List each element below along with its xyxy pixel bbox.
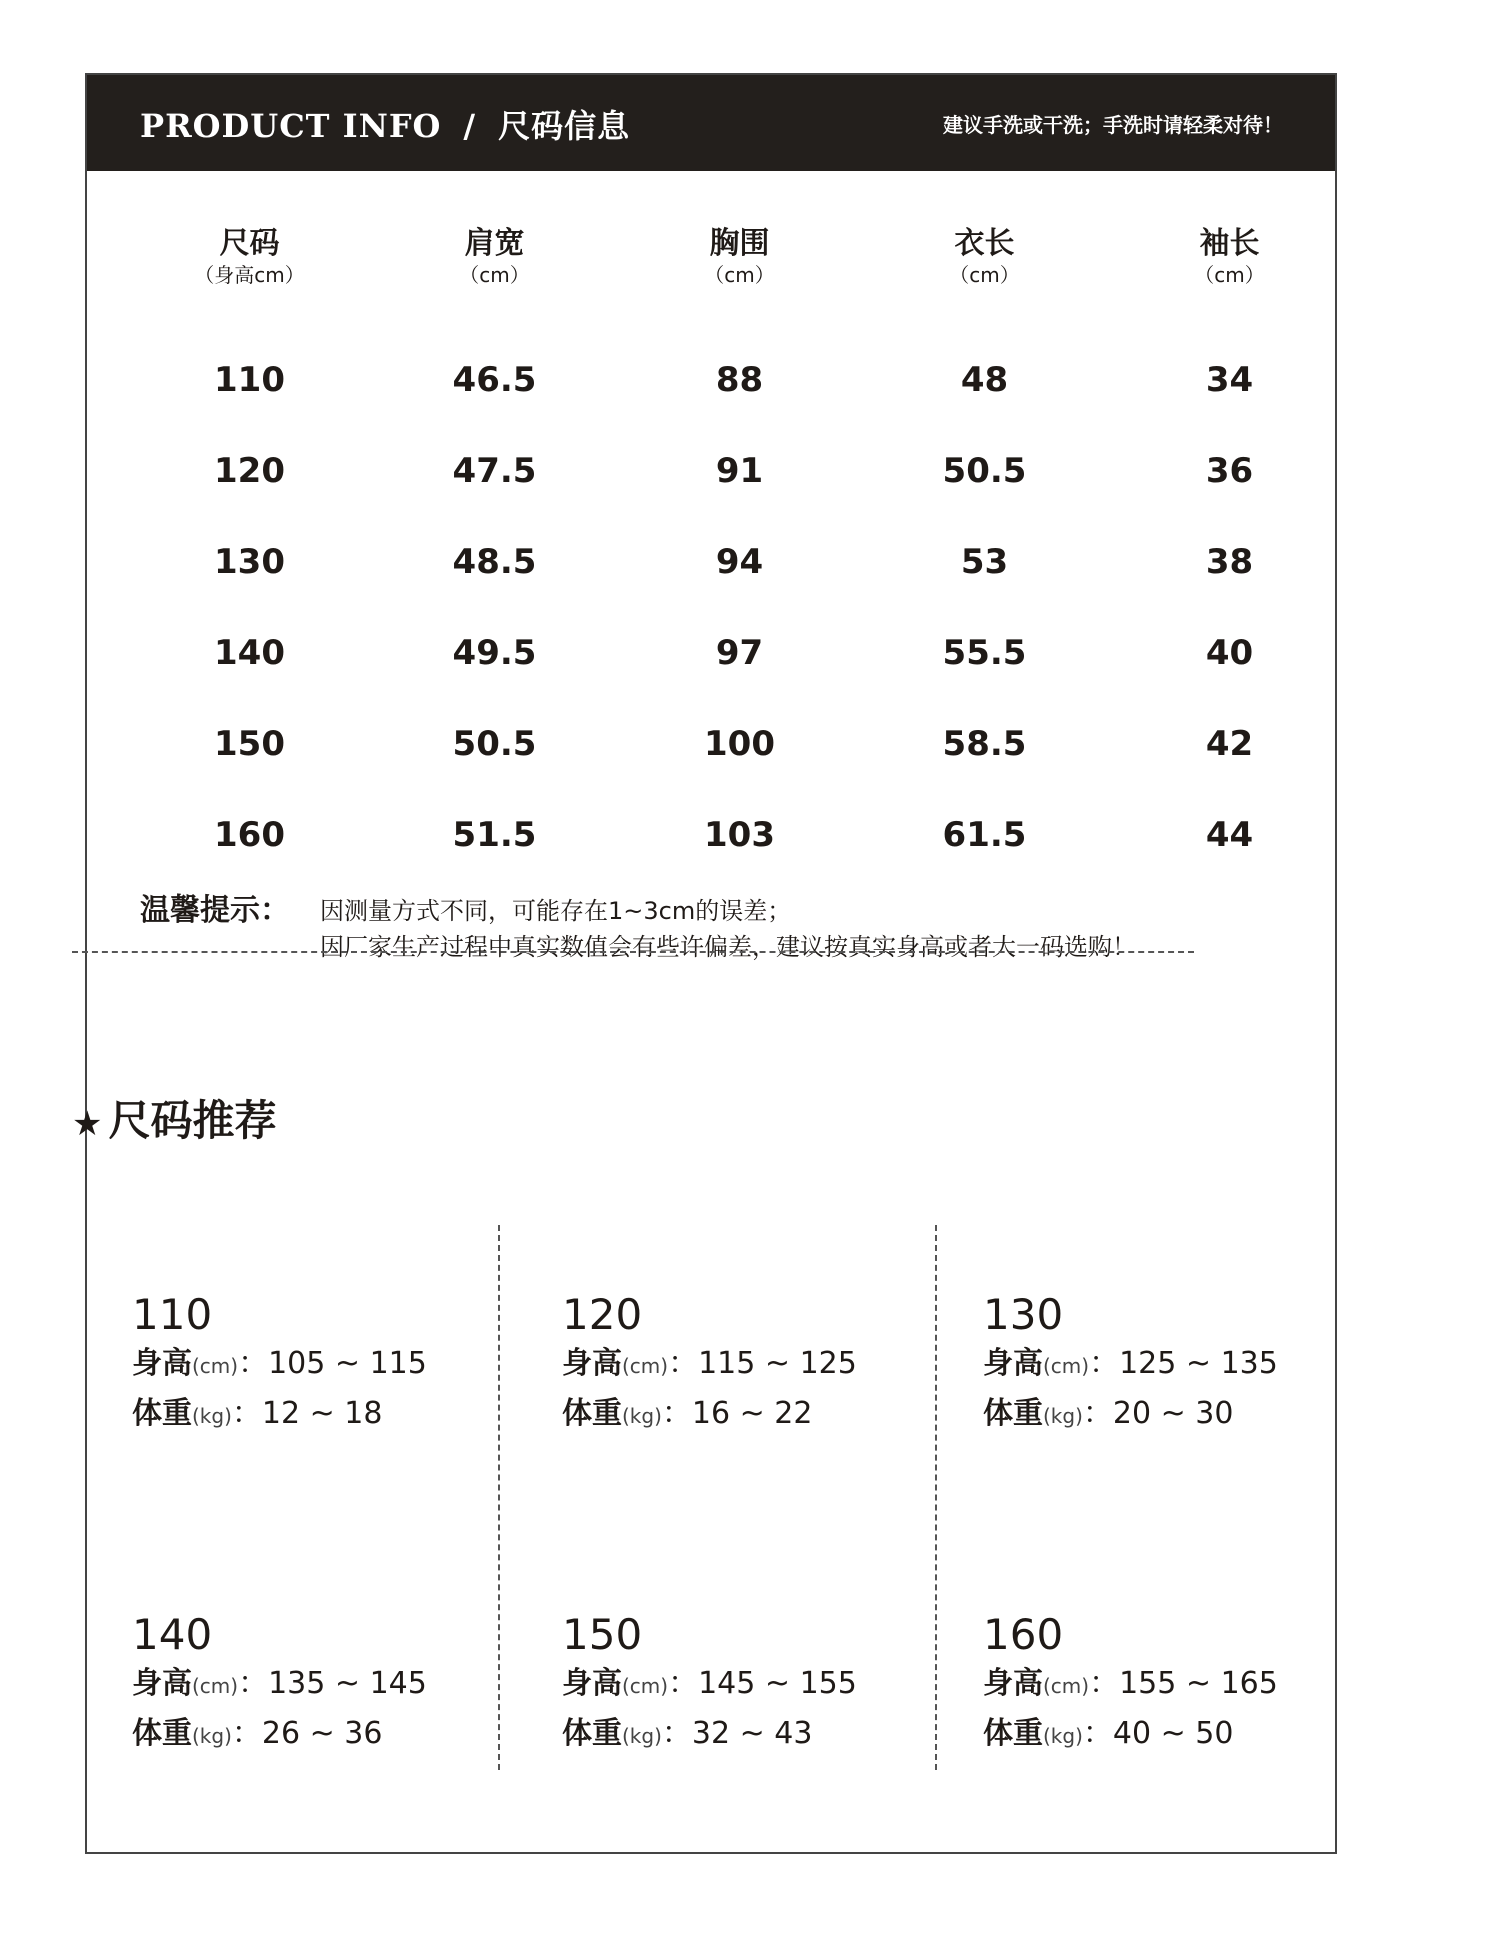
column-divider [935, 1225, 937, 1770]
weight-unit: (kg) [1043, 1724, 1083, 1748]
height-unit: (cm) [192, 1354, 239, 1378]
table-cell: 38 [1205, 542, 1254, 582]
recommend-title-text: 尺码推荐 [108, 1096, 277, 1145]
table-cell: 110 [214, 360, 285, 400]
weight-range: ：16 ~ 22 [661, 1396, 813, 1431]
height-label: 身高 [983, 1346, 1043, 1381]
recommend-size: 140 [132, 1610, 213, 1659]
weight-range: ：26 ~ 36 [231, 1716, 383, 1751]
height-label: 身高 [983, 1666, 1043, 1701]
height-range: ：105 ~ 115 [238, 1346, 427, 1381]
star-icon: ★ [72, 1104, 103, 1144]
recommend-size: 120 [562, 1290, 643, 1339]
table-cell: 160 [214, 815, 285, 855]
table-cell: 49.5 [452, 633, 537, 673]
weight-unit: (kg) [622, 1724, 662, 1748]
recommend-weight-line [132, 1710, 492, 1760]
table-cell: 88 [715, 360, 764, 400]
recommend-height-line [562, 1340, 922, 1390]
table-header-cell [127, 225, 372, 335]
recommend-title [72, 1088, 277, 1148]
size-table [127, 225, 1352, 881]
height-unit: (cm) [622, 1674, 669, 1698]
table-header-cell [372, 225, 617, 335]
weight-label: 体重 [132, 1396, 192, 1431]
header-bar [87, 75, 1335, 171]
recommend-height-line [132, 1660, 492, 1710]
recommend-item [562, 1290, 922, 1440]
wash-note: 建议手洗或干洗；手洗时请轻柔对待！ [943, 113, 1283, 137]
weight-range: ：32 ~ 43 [661, 1716, 813, 1751]
table-cell: 100 [704, 724, 775, 764]
column-label: 胸围 [709, 226, 770, 261]
column-label: 肩宽 [464, 226, 525, 261]
table-cell: 91 [715, 451, 764, 491]
recommend-weight-line [983, 1390, 1343, 1440]
height-label: 身高 [562, 1346, 622, 1381]
height-unit: (cm) [192, 1674, 239, 1698]
table-cell: 53 [960, 542, 1009, 582]
recommend-item [132, 1290, 492, 1440]
weight-unit: (kg) [192, 1724, 232, 1748]
weight-label: 体重 [983, 1716, 1043, 1751]
tips-line-2: 因厂家生产过程中真实数值会有些许偏差，建议按真实身高或者大一码选购！ [320, 933, 1136, 961]
weight-label: 体重 [132, 1716, 192, 1751]
tips-label: 温馨提示： [140, 893, 290, 928]
title-en: PRODUCT INFO [140, 107, 442, 145]
column-unit: （cm） [949, 263, 1020, 287]
weight-range: ：12 ~ 18 [231, 1396, 383, 1431]
column-label: 袖长 [1199, 226, 1260, 261]
recommend-size: 160 [983, 1610, 1064, 1659]
weight-label: 体重 [562, 1396, 622, 1431]
title-separator: / [463, 107, 477, 145]
weight-range: ：40 ~ 50 [1082, 1716, 1234, 1751]
recommend-height-line [983, 1340, 1343, 1390]
title-cn: 尺码信息 [498, 107, 631, 145]
table-cell: 51.5 [452, 815, 537, 855]
height-range: ：125 ~ 135 [1089, 1346, 1278, 1381]
tips-line-1: 因测量方式不同，可能存在1~3cm的误差； [320, 897, 792, 925]
weight-unit: (kg) [192, 1404, 232, 1428]
height-range: ：135 ~ 145 [238, 1666, 427, 1701]
height-label: 身高 [132, 1346, 192, 1381]
column-unit: （cm） [1194, 263, 1265, 287]
column-label: 衣长 [954, 226, 1015, 261]
table-cell: 61.5 [942, 815, 1027, 855]
table-cell: 36 [1205, 451, 1254, 491]
recommend-weight-line [983, 1710, 1343, 1760]
height-label: 身高 [132, 1666, 192, 1701]
recommend-weight-line [562, 1710, 922, 1760]
table-cell: 130 [214, 542, 285, 582]
table-cell: 47.5 [452, 451, 537, 491]
height-unit: (cm) [622, 1354, 669, 1378]
table-header-cell [617, 225, 862, 335]
table-header-cell [862, 225, 1107, 335]
recommend-size: 150 [562, 1610, 643, 1659]
table-cell: 55.5 [942, 633, 1027, 673]
table-cell: 103 [704, 815, 775, 855]
column-unit: （cm） [459, 263, 530, 287]
table-cell: 44 [1205, 815, 1254, 855]
recommend-weight-line [562, 1390, 922, 1440]
page-title [140, 101, 630, 147]
column-divider [498, 1225, 500, 1770]
height-range: ：155 ~ 165 [1089, 1666, 1278, 1701]
recommend-item [132, 1610, 492, 1760]
recommend-item [983, 1610, 1343, 1760]
table-cell: 97 [715, 633, 764, 673]
weight-range: ：20 ~ 30 [1082, 1396, 1234, 1431]
height-range: ：115 ~ 125 [668, 1346, 857, 1381]
table-cell: 42 [1205, 724, 1254, 764]
table-cell: 120 [214, 451, 285, 491]
weight-unit: (kg) [622, 1404, 662, 1428]
recommend-item [562, 1610, 922, 1760]
column-label: 尺码 [219, 226, 280, 261]
table-cell: 94 [715, 542, 764, 582]
weight-label: 体重 [983, 1396, 1043, 1431]
height-range: ：145 ~ 155 [668, 1666, 857, 1701]
table-cell: 40 [1205, 633, 1254, 673]
table-cell: 140 [214, 633, 285, 673]
table-header-cell [1107, 225, 1352, 335]
weight-unit: (kg) [1043, 1404, 1083, 1428]
recommend-height-line [132, 1340, 492, 1390]
column-unit: （cm） [704, 263, 775, 287]
table-cell: 48.5 [452, 542, 537, 582]
recommend-item [983, 1290, 1343, 1440]
table-cell: 58.5 [942, 724, 1027, 764]
recommend-height-line [983, 1660, 1343, 1710]
dashed-divider [72, 951, 1194, 953]
recommend-size: 110 [132, 1290, 213, 1339]
height-label: 身高 [562, 1666, 622, 1701]
height-unit: (cm) [1043, 1674, 1090, 1698]
recommend-weight-line [132, 1390, 492, 1440]
table-cell: 48 [960, 360, 1009, 400]
recommend-height-line [562, 1660, 922, 1710]
table-cell: 34 [1205, 360, 1254, 400]
weight-label: 体重 [562, 1716, 622, 1751]
height-unit: (cm) [1043, 1354, 1090, 1378]
size-info-card [85, 73, 1337, 1854]
table-cell: 50.5 [452, 724, 537, 764]
recommend-size: 130 [983, 1290, 1064, 1339]
column-unit: （身高cm） [194, 263, 305, 287]
table-cell: 46.5 [452, 360, 537, 400]
table-cell: 150 [214, 724, 285, 764]
table-cell: 50.5 [942, 451, 1027, 491]
